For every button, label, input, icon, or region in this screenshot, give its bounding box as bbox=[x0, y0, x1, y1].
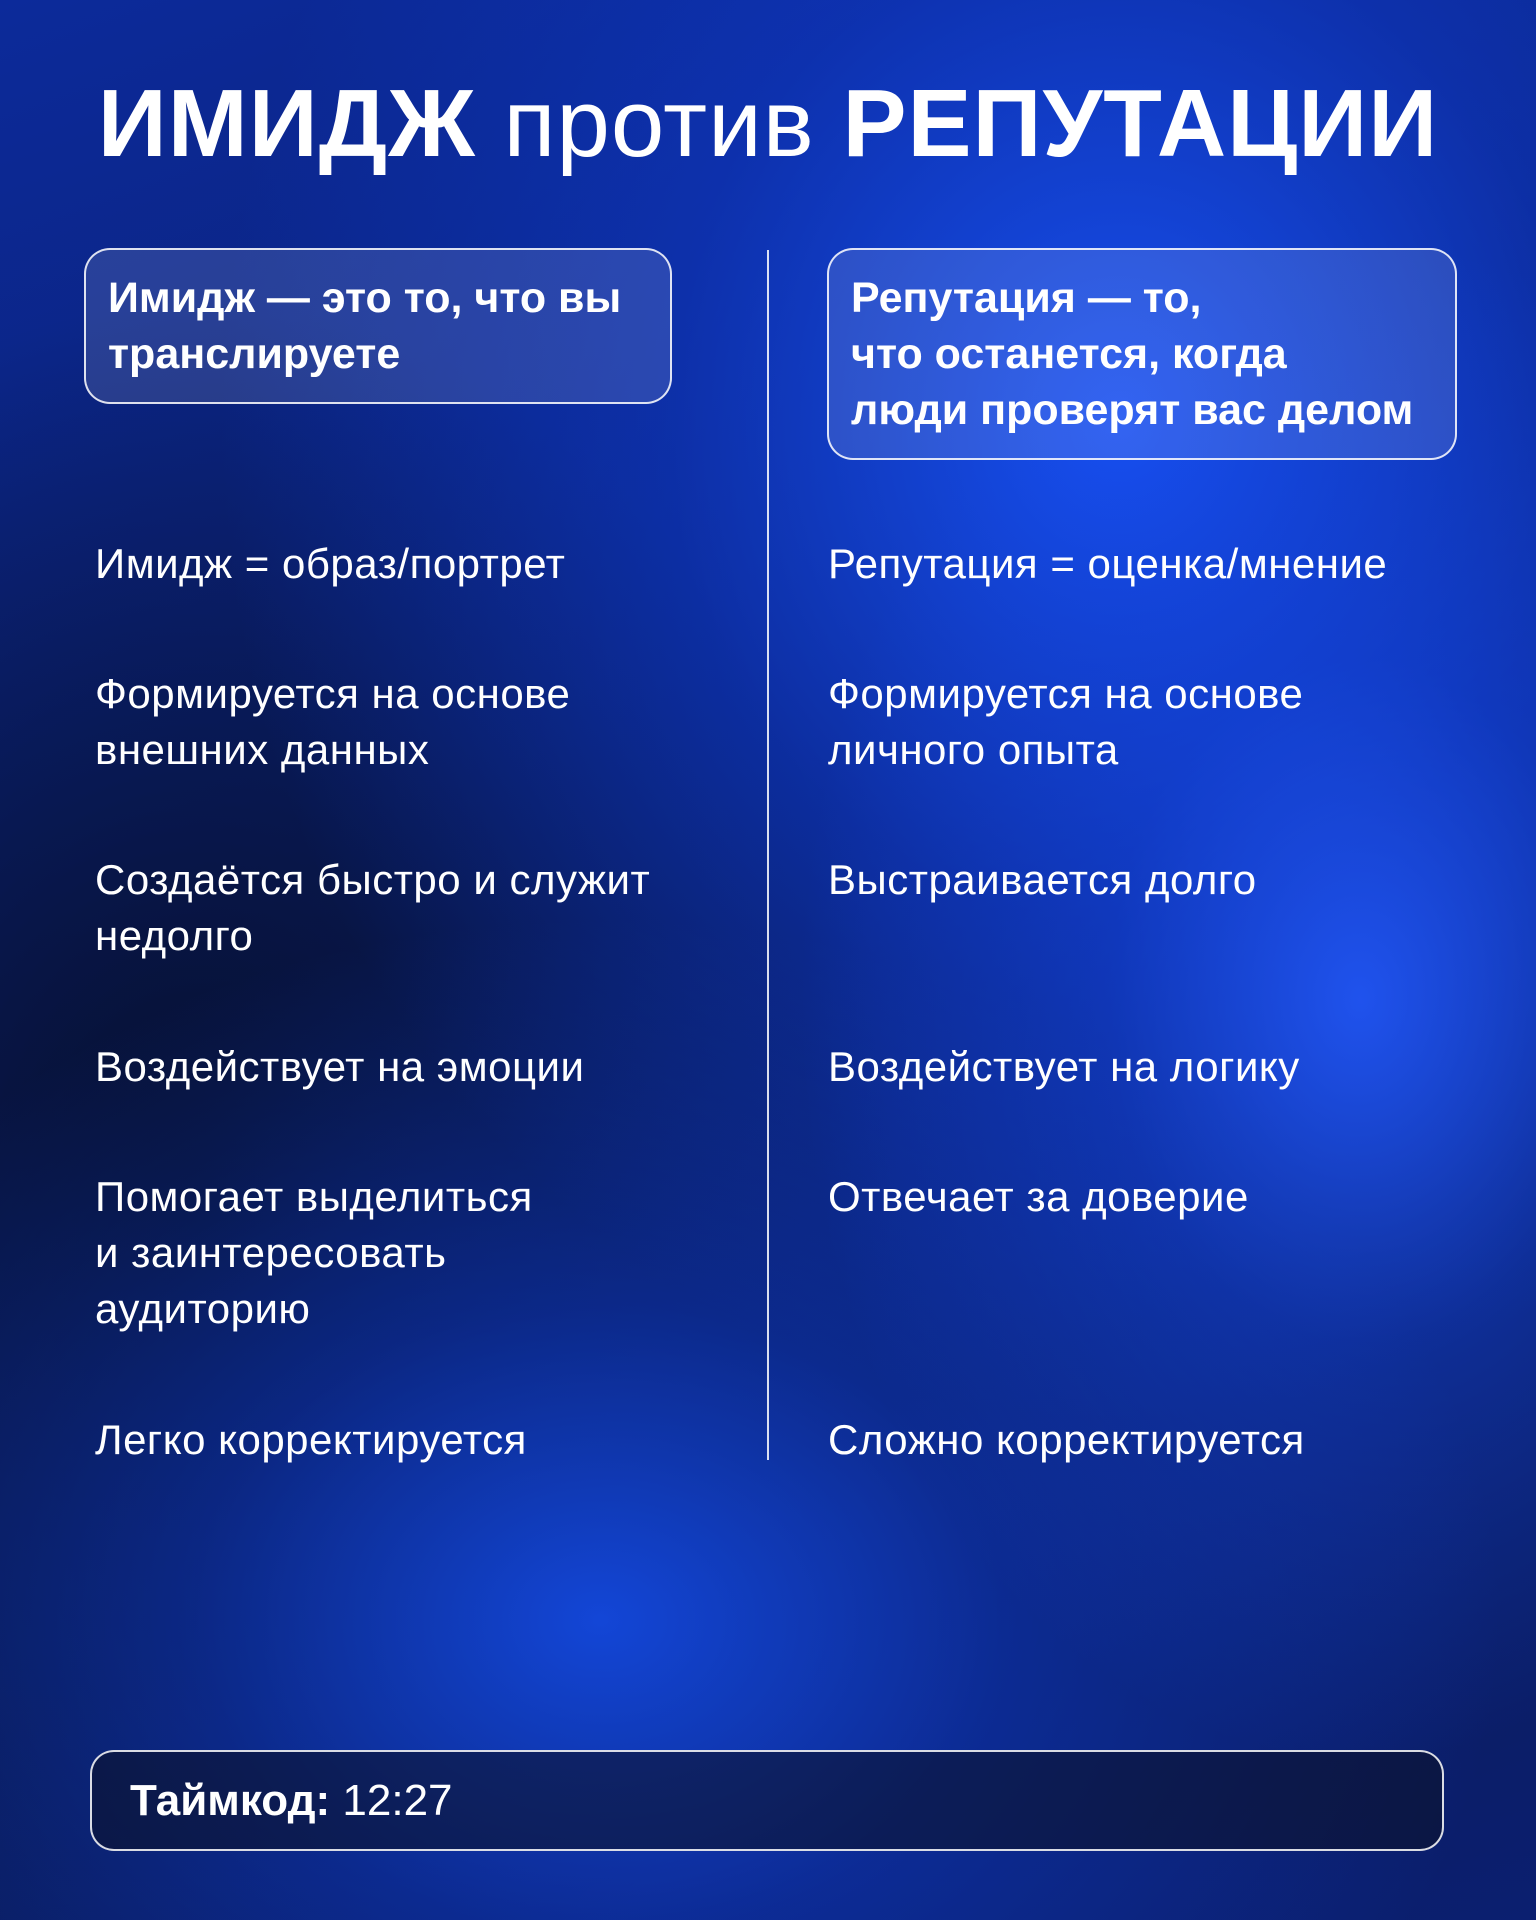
timecode-box bbox=[90, 1750, 1444, 1851]
item-line: и заинтересовать bbox=[95, 1229, 447, 1276]
item-line: Создаётся быстро и служит bbox=[95, 856, 651, 903]
item-line: Отвечает за доверие bbox=[828, 1173, 1249, 1220]
reputation-item-essence bbox=[828, 536, 1468, 592]
image-item-purpose bbox=[95, 1169, 735, 1337]
title-image-word: ИМИДЖ bbox=[97, 70, 476, 177]
item-line: внешних данных bbox=[95, 726, 430, 773]
reputation-item-duration bbox=[828, 852, 1468, 908]
item-line: Имидж = образ/портрет bbox=[95, 540, 566, 587]
item-line: Репутация = оценка/мнение bbox=[828, 540, 1388, 587]
reputation-definition-line: что останется, когда bbox=[851, 330, 1287, 378]
reputation-definition-line: люди проверят вас делом bbox=[851, 386, 1414, 434]
image-definition-line: Имидж — это то, что вы bbox=[108, 274, 622, 322]
reputation-item-formation bbox=[828, 666, 1468, 778]
item-line: Формируется на основе bbox=[95, 670, 571, 717]
item-line: личного опыта bbox=[828, 726, 1119, 773]
item-line: аудиторию bbox=[95, 1285, 311, 1332]
item-line: Сложно корректируется bbox=[828, 1416, 1305, 1463]
item-line: Выстраивается долго bbox=[828, 856, 1257, 903]
reputation-item-impact bbox=[828, 1039, 1468, 1095]
image-item-duration bbox=[95, 852, 735, 964]
image-item-essence bbox=[95, 536, 735, 592]
image-item-formation bbox=[95, 666, 735, 778]
title-reputation-word: РЕПУТАЦИИ bbox=[842, 70, 1439, 177]
item-line: Формируется на основе bbox=[828, 670, 1304, 717]
item-line: Помогает выделиться bbox=[95, 1173, 533, 1220]
title-versus-word: против bbox=[503, 70, 815, 177]
reputation-definition-line: Репутация — то, bbox=[851, 274, 1202, 322]
item-line: Воздействует на эмоции bbox=[95, 1043, 585, 1090]
image-definition-box bbox=[84, 248, 672, 404]
item-line: недолго bbox=[95, 912, 254, 959]
timecode-label: Таймкод: bbox=[130, 1776, 331, 1825]
page-title bbox=[0, 68, 1536, 180]
item-line: Легко корректируется bbox=[95, 1416, 527, 1463]
image-item-impact bbox=[95, 1039, 735, 1095]
column-divider bbox=[767, 250, 769, 1460]
reputation-definition-box bbox=[827, 248, 1457, 460]
image-item-correction bbox=[95, 1412, 735, 1468]
item-line: Воздействует на логику bbox=[828, 1043, 1300, 1090]
timecode-value: 12:27 bbox=[330, 1776, 453, 1825]
image-definition-line: транслируете bbox=[108, 330, 401, 378]
reputation-item-correction bbox=[828, 1412, 1468, 1468]
reputation-item-purpose bbox=[828, 1169, 1468, 1225]
